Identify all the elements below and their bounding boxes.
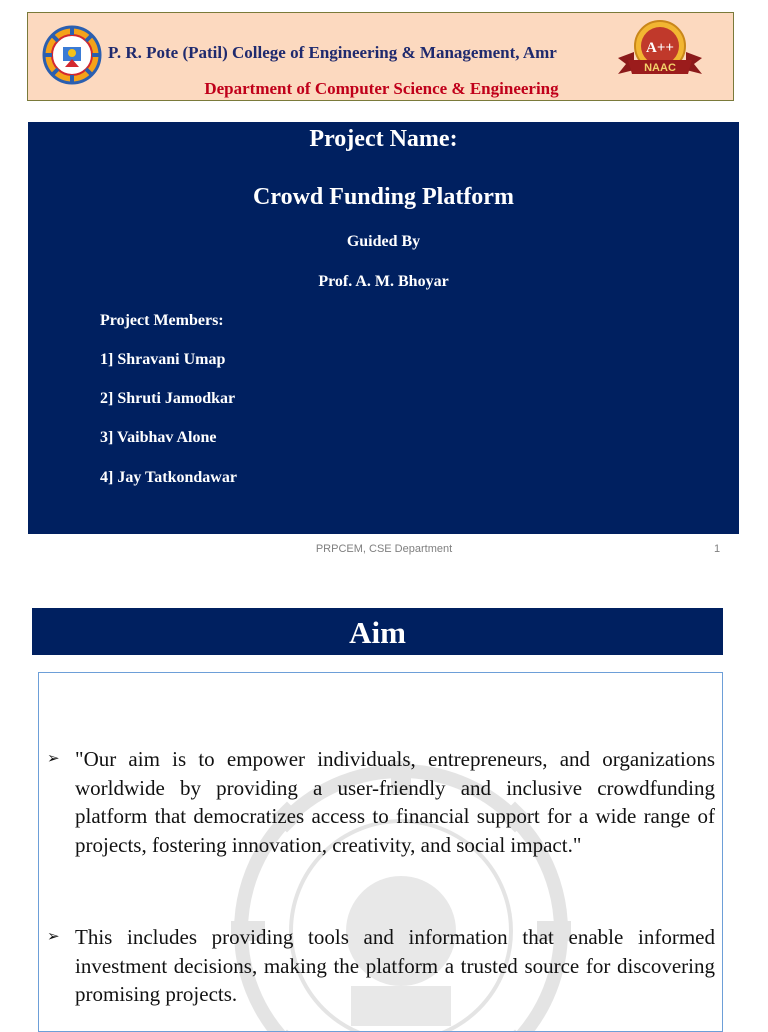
arrow-bullet-icon: ➢ <box>47 751 60 767</box>
title-panel <box>28 122 739 534</box>
members-label: Project Members: <box>100 312 224 329</box>
member-item: 1] Shravani Umap <box>100 351 226 368</box>
aim-bullet <box>47 745 715 859</box>
member-item: 2] Shruti Jamodkar <box>100 390 236 407</box>
naac-grade-text: A++ <box>646 40 674 56</box>
aim-content-box <box>38 672 723 1032</box>
college-emblem-icon <box>41 25 103 85</box>
project-title: Crowd Funding Platform <box>253 184 514 210</box>
guide-name: Prof. A. M. Bhoyar <box>318 273 449 290</box>
arrow-bullet-icon: ➢ <box>47 929 60 945</box>
member-item: 4] Jay Tatkondawar <box>100 469 237 486</box>
department-name: Department of Computer Science & Engineering <box>204 79 559 98</box>
aim-bullet <box>47 923 715 1009</box>
header-banner <box>27 12 734 101</box>
aim-bullet-text: This includes providing tools and information that enable informed investment decisions, making the platform a trusted source for discovering promising projects. <box>75 925 715 1006</box>
aim-title: Aim <box>32 608 723 655</box>
member-item: 3] Vaibhav Alone <box>100 429 217 446</box>
slide-footer: PRPCEM, CSE Department <box>315 543 453 555</box>
naac-label-text: NAAC <box>644 62 676 74</box>
guided-by-label: Guided By <box>346 233 421 250</box>
college-name: P. R. Pote (Patil) College of Engineering & Management, Amr <box>108 43 557 62</box>
aim-bullet-text: "Our aim is to empower individuals, entrepreneurs, and organizations worldwide by providing a user-friendly and inclusive crowdfunding platform that democratizes access to financial support for a wide range of projects, fostering innovation, creativity, and social impact." <box>75 747 715 857</box>
project-name-heading: Project Name: <box>309 126 458 152</box>
page-number: 1 <box>714 543 721 555</box>
naac-badge-icon <box>614 18 706 80</box>
